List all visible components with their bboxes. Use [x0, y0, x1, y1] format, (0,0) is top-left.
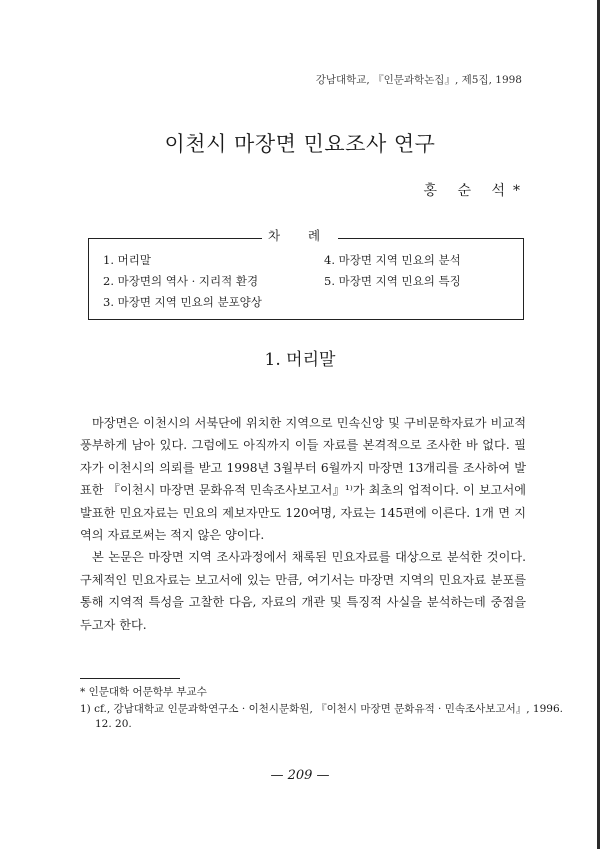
- footnote-rule: [80, 678, 180, 679]
- page-number: — 209 —: [270, 768, 330, 783]
- body-text: [80, 412, 526, 636]
- toc-item: 4. 마장면 지역 민요의 분석: [324, 253, 461, 267]
- toc-item: 1. 머리말: [103, 253, 151, 267]
- running-header: 강남대학교, 『인문과학논집』, 제5집, 1998: [315, 74, 522, 86]
- author-name: 홍 순 석*: [423, 183, 528, 199]
- section-heading: 1. 머리말: [264, 350, 336, 370]
- toc-item: 5. 마장면 지역 민요의 특징: [324, 274, 461, 288]
- paper-title: 이천시 마장면 민요조사 연구: [164, 132, 436, 156]
- paragraph: 마장면은 이천시의 서북단에 위치한 지역으로 민속신앙 및 구비문학자료가 비교적 풍부하게 남아 있다. 그럼에도 아직까지 이들 자료를 본격적으로 조사한 바 없다. 필자가 이천시의 의뢰를 받고 1998년 3월부터 6월까지 마장면 13개리를 조사하여 발표한 『이천시 마장면 문화유적 민속조사보고서』¹⁾가 최초의 업적이다. 이 보고서에 발표한 민요자료는 민요의 제보자만도 120여명, 자료는 145편에 이른다. 1개 면 지역의 자료로써는 적지 않은 양이다.: [80, 416, 526, 543]
- paragraph: 본 논문은 마장면 지역 조사과정에서 채록된 민요자료를 대상으로 분석한 것이다. 구체적인 민요자료는 보고서에 있는 만큼, 여기서는 마장면 지역의 민요자료 분포를 통해 지역적 특성을 고찰한 다음, 자료의 개관 및 특징적 사실을 분석하는데 중점을 두고자 한다.: [80, 550, 526, 632]
- toc-item: 3. 마장면 지역 민요의 분포양상: [103, 295, 262, 309]
- footnote: * 인문대학 어문학부 부교수: [80, 686, 207, 698]
- footnote: 1) cf., 강남대학교 인문과학연구소 · 이천시문화원, 『이천시 마장면 문화유적 · 민속조사보고서』, 1996.: [80, 703, 563, 715]
- toc-item: 2. 마장면의 역사 · 지리적 환경: [103, 274, 259, 288]
- footnote-continuation: 12. 20.: [95, 718, 132, 730]
- toc-label: [0, 226, 600, 244]
- toc-label-text: 차 례: [262, 228, 338, 243]
